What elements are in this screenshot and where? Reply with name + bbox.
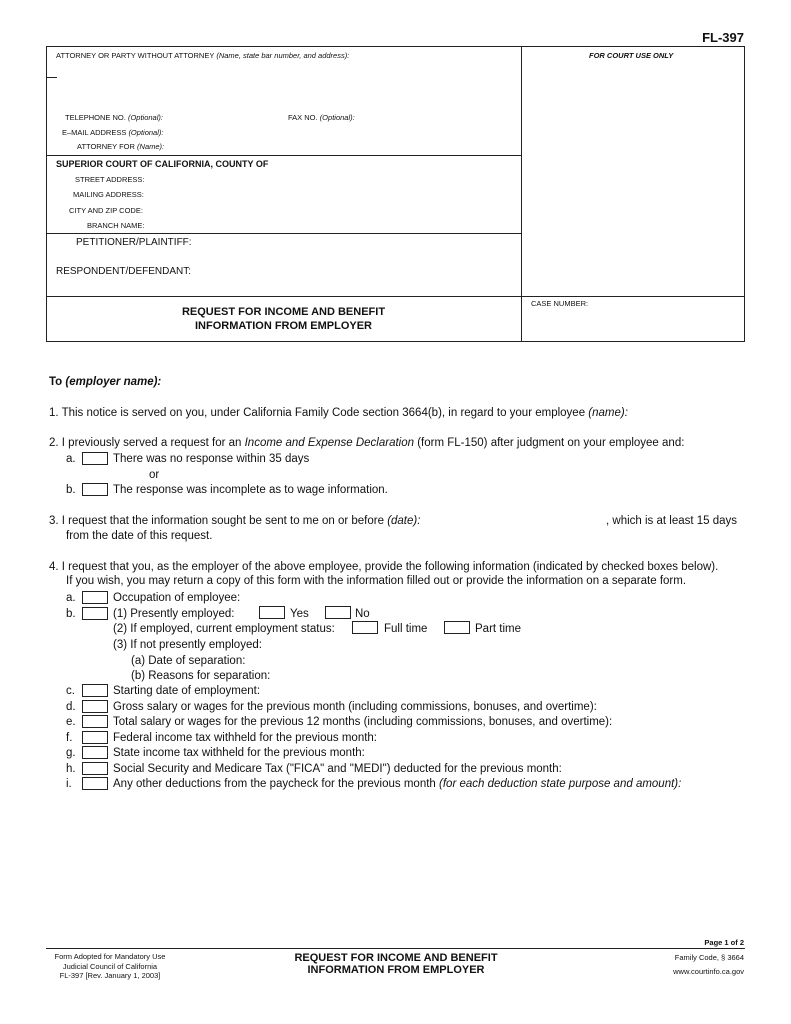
adopted-line-1: Form Adopted for Mandatory Use bbox=[54, 952, 166, 961]
full-time-checkbox[interactable] bbox=[352, 621, 378, 634]
item-4a-text: Occupation of employee: bbox=[113, 592, 241, 604]
case-number-label: CASE NUMBER: bbox=[531, 299, 589, 308]
item-3: 3. I request that the information sought be sent to me on or before (date): bbox=[49, 515, 421, 527]
document-title-line-2: INFORMATION FROM EMPLOYER bbox=[194, 320, 372, 332]
item-3-suffix: , which is at least 15 days bbox=[606, 515, 738, 527]
footer-title-line-2: INFORMATION FROM EMPLOYER bbox=[307, 964, 485, 976]
adopted-line-2: Judicial Council of California bbox=[62, 961, 158, 971]
yes-checkbox[interactable] bbox=[259, 606, 285, 619]
footer-title-line-1: REQUEST FOR INCOME AND BENEFIT bbox=[294, 952, 498, 964]
mailing-address-label: MAILING ADDRESS: bbox=[73, 190, 144, 199]
item-4f-text: Federal income tax withheld for the previous month: bbox=[113, 732, 377, 744]
item-4a-checkbox[interactable] bbox=[82, 591, 108, 604]
item-4f-letter: f. bbox=[66, 732, 73, 744]
item-2a-checkbox[interactable] bbox=[82, 452, 108, 465]
item-2: 2. I previously served a request for an Income and Expense Declaration (form FL-150) after judgment on your employee and: bbox=[49, 437, 685, 449]
item-4h-letter: h. bbox=[66, 763, 76, 775]
item-2b-checkbox[interactable] bbox=[82, 483, 108, 496]
caption-box bbox=[46, 46, 745, 342]
telephone-label: TELEPHONE NO. (Optional): bbox=[65, 113, 163, 122]
no-label: No bbox=[355, 608, 370, 620]
item-4g-text: State income tax withheld for the previous month: bbox=[113, 747, 365, 759]
court-title: SUPERIOR COURT OF CALIFORNIA, COUNTY OF bbox=[56, 159, 269, 169]
item-2a-text: There was no response within 35 days bbox=[113, 453, 310, 465]
footer-title bbox=[246, 952, 546, 976]
item-4i-checkbox[interactable] bbox=[82, 777, 108, 790]
item-4h-checkbox[interactable] bbox=[82, 762, 108, 775]
item-4d-checkbox[interactable] bbox=[82, 700, 108, 713]
item-4h-text: Social Security and Medicare Tax ("FICA" and "MEDI") deducted for the previous month: bbox=[113, 763, 562, 775]
item-4e-checkbox[interactable] bbox=[82, 715, 108, 728]
item-4a-letter: a. bbox=[66, 592, 76, 604]
title-section-line bbox=[46, 296, 745, 297]
document-title-line-1: REQUEST FOR INCOME AND BENEFIT bbox=[181, 306, 386, 318]
respondent-label: RESPONDENT/DEFENDANT: bbox=[56, 266, 192, 277]
page-number: Page 1 of 2 bbox=[704, 938, 744, 947]
item-4e-text: Total salary or wages for the previous 12 months (including commissions, bonuses, and overtime): bbox=[113, 716, 613, 728]
item-4e-letter: e. bbox=[66, 716, 76, 728]
form-number: FL-397 bbox=[702, 30, 744, 45]
item-3-continued: from the date of this request. bbox=[66, 530, 213, 542]
item-4g-letter: g. bbox=[66, 747, 76, 759]
court-use-only-label: FOR COURT USE ONLY bbox=[589, 51, 674, 60]
item-4b-letter: b. bbox=[66, 608, 76, 620]
email-label: E–MAIL ADDRESS (Optional): bbox=[62, 128, 164, 137]
yes-label: Yes bbox=[290, 608, 309, 620]
fax-label: FAX NO. (Optional): bbox=[288, 113, 355, 122]
item-4f-checkbox[interactable] bbox=[82, 731, 108, 744]
caption-divider bbox=[521, 46, 522, 342]
document-title bbox=[46, 306, 521, 332]
family-code-reference: Family Code, § 3664 bbox=[674, 953, 744, 962]
footer-rule bbox=[46, 948, 745, 949]
item-4b-checkbox[interactable] bbox=[82, 607, 108, 620]
item-4c-text: Starting date of employment: bbox=[113, 685, 261, 697]
no-checkbox[interactable] bbox=[325, 606, 351, 619]
item-4i-text: Any other deductions from the paycheck for the previous month (for each deduction state purpose and amount): bbox=[113, 778, 682, 790]
item-4b2-text: (2) If employed, current employment status: bbox=[113, 623, 335, 635]
item-4b3-text: (3) If not presently employed: bbox=[113, 639, 262, 651]
petitioner-label: PETITIONER/PLAINTIFF: bbox=[76, 237, 192, 248]
part-time-label: Part time bbox=[475, 623, 522, 635]
item-4d-text: Gross salary or wages for the previous month (including commissions, bonuses, and overtime): bbox=[113, 701, 597, 713]
attorney-label: ATTORNEY OR PARTY WITHOUT ATTORNEY (Name, state bar number, and address): bbox=[56, 51, 350, 60]
part-time-checkbox[interactable] bbox=[444, 621, 470, 634]
parties-section-line bbox=[46, 233, 521, 234]
form-adopted-note bbox=[46, 952, 174, 981]
item-4b1-text: (1) Presently employed: bbox=[113, 608, 235, 620]
item-4i-letter: i. bbox=[66, 778, 72, 790]
to-employer-label: To (employer name): bbox=[49, 376, 162, 388]
item-4b3b-text: (b) Reasons for separation: bbox=[131, 670, 271, 682]
item-4b3a-text: (a) Date of separation: bbox=[131, 655, 246, 667]
attorney-for-label: ATTORNEY FOR (Name): bbox=[77, 142, 165, 151]
full-time-label: Full time bbox=[384, 623, 428, 635]
court-website[interactable]: www.courtinfo.ca.gov bbox=[673, 967, 744, 976]
item-4c-checkbox[interactable] bbox=[82, 684, 108, 697]
item-1: 1. This notice is served on you, under California Family Code section 3664(b), in regard to your employee (name): bbox=[49, 407, 628, 419]
item-4g-checkbox[interactable] bbox=[82, 746, 108, 759]
branch-name-label: BRANCH NAME: bbox=[87, 221, 145, 230]
item-4-continued: If you wish, you may return a copy of this form with the information filled out or provide the information on a separate form. bbox=[66, 575, 687, 587]
item-4: 4. I request that you, as the employer of the above employee, provide the following information (indicated by checked boxes below). bbox=[49, 561, 719, 573]
item-2b-text: The response was incomplete as to wage information. bbox=[113, 484, 388, 496]
attorney-tick bbox=[46, 77, 57, 78]
item-4d-letter: d. bbox=[66, 701, 76, 713]
item-2a-letter: a. bbox=[66, 453, 76, 465]
adopted-line-3: FL-397 [Rev. January 1, 2003] bbox=[59, 971, 161, 980]
item-4c-letter: c. bbox=[66, 685, 75, 697]
court-section-line bbox=[46, 155, 521, 156]
city-zip-label: CITY AND ZIP CODE: bbox=[69, 206, 143, 215]
item-2b-letter: b. bbox=[66, 484, 76, 496]
item-2-or: or bbox=[149, 469, 160, 481]
street-address-label: STREET ADDRESS: bbox=[75, 175, 145, 184]
